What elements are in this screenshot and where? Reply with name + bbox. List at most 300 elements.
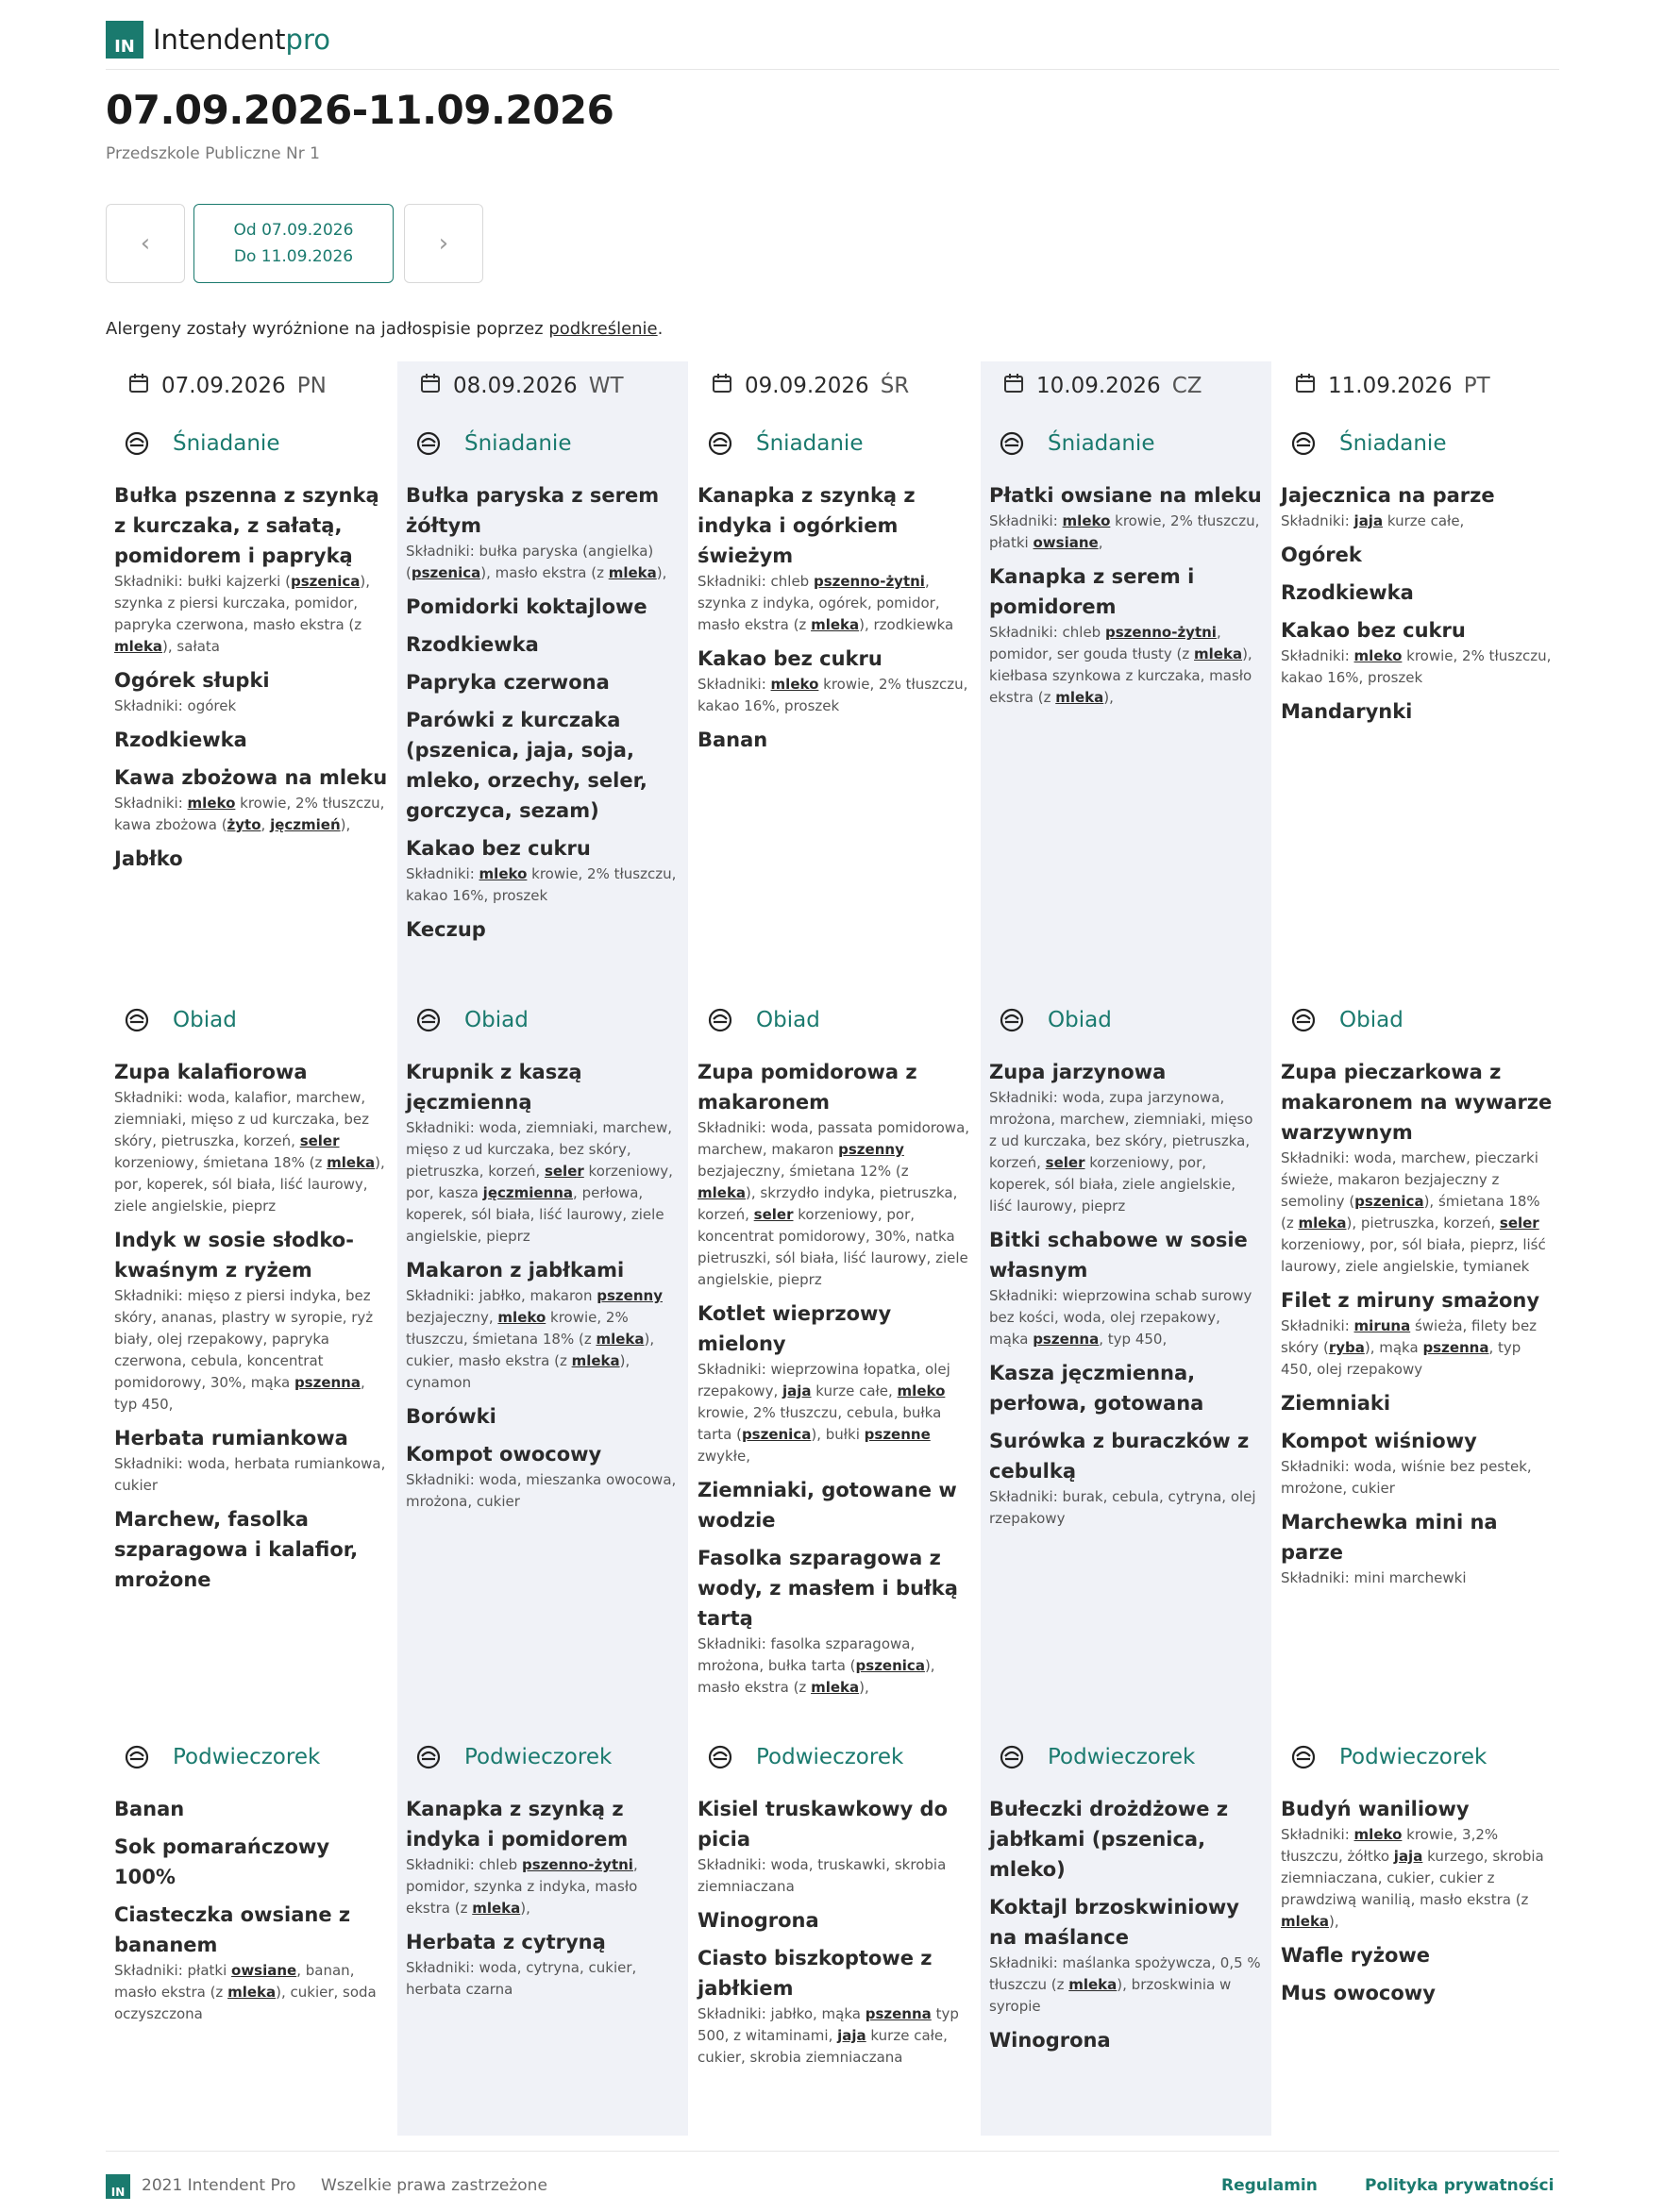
dish-item: [989, 1057, 1263, 1217]
allergen: pszenna: [865, 2005, 932, 2022]
footer-logo-mark: IN: [106, 2174, 130, 2199]
dish-item: [114, 480, 388, 658]
dish-name: Keczup: [406, 918, 486, 941]
dish-item: [114, 1504, 388, 1595]
dish-item: [114, 1900, 388, 2025]
dish-item: [114, 1832, 388, 1892]
dish-item: [406, 667, 680, 697]
calendar-icon: [419, 372, 453, 400]
allergen: mleka: [1281, 1913, 1330, 1930]
dish-name: Kisiel truskawkowy do picia: [698, 1798, 948, 1851]
allergen: mleka: [811, 616, 860, 633]
dish-item: [406, 1794, 680, 1919]
allergen: pszenno-żytni: [1104, 624, 1217, 641]
dish-item: [1281, 1794, 1555, 1933]
allergen: mleka: [608, 564, 657, 581]
dish-name: Kotlet wieprzowy mielony: [698, 1302, 892, 1355]
day-of-week: PN: [296, 374, 327, 398]
allergen: pszenna: [1422, 1339, 1489, 1356]
dish-item: [989, 1225, 1263, 1350]
meal-icon: [406, 418, 451, 469]
dish-item: [114, 762, 388, 836]
meal-header: [406, 418, 680, 469]
calendar-icon: [127, 372, 161, 400]
dish-name: Winogrona: [698, 1909, 819, 1932]
meal-icon: [1281, 995, 1326, 1046]
dish-name: Zupa jarzynowa: [989, 1061, 1167, 1083]
dish-name: Koktajl brzoskwiniowy na maślance: [989, 1896, 1239, 1949]
allergen: mleko: [497, 1309, 546, 1326]
allergen-note-end: .: [657, 319, 664, 339]
dish-item: [698, 725, 971, 755]
dish-name: Zupa pieczarkowa z makaronem na wywarze warzywnym: [1281, 1061, 1553, 1144]
allergen: mleka: [811, 1679, 860, 1696]
dish-item: [1281, 1285, 1555, 1381]
dish-name: Herbata rumiankowa: [114, 1427, 348, 1450]
meal-section: [698, 1732, 971, 2076]
dish-ingredients: Składniki: mleko krowie, 2% tłuszczu, kawa zbożowa (żyto, jęczmień),: [114, 795, 385, 833]
meal-icon: [989, 1732, 1034, 1783]
dish-item: [1281, 480, 1555, 532]
dish-name: Bułeczki drożdżowe z jabłkami (pszenica, mleko): [989, 1798, 1229, 1881]
allergen: pszenica: [1354, 1193, 1424, 1210]
meal-section: [698, 995, 971, 1706]
dish-name: Banan: [114, 1798, 185, 1820]
meal-section: [698, 418, 971, 762]
calendar-icon: [1002, 372, 1036, 400]
meal-section: [406, 995, 680, 1520]
dish-ingredients: Składniki: bułka paryska (angielka) (pszenica), masło ekstra (z mleka),: [406, 543, 667, 581]
calendar-icon: [711, 372, 745, 400]
dish-item: [989, 1794, 1263, 1885]
dish-item: [698, 1475, 971, 1535]
meal-title: Obiad: [173, 1008, 237, 1032]
dish-ingredients: Składniki: bułki kajzerki (pszenica), szynka z piersi kurczaka, pomidor, papryka czerwona, masło ekstra (z mleka), sałata: [114, 573, 371, 655]
dish-item: [1281, 578, 1555, 608]
allergen: jęczmień: [270, 816, 341, 833]
allergen: seler: [1045, 1154, 1085, 1171]
dish-ingredients: Składniki: woda, wiśnie bez pestek, mrożone, cukier: [1281, 1458, 1532, 1497]
allergen: pszenna: [294, 1374, 361, 1391]
dish-ingredients: Składniki: jaja kurze całe,: [1281, 512, 1465, 529]
dish-ingredients: Składniki: fasolka szparagowa, mrożona, bułka tarta (pszenica), masło ekstra (z mleka),: [698, 1635, 935, 1696]
dish-name: Mus owocowy: [1281, 1982, 1436, 2004]
allergen: żyto: [227, 816, 261, 833]
dish-item: [989, 561, 1263, 709]
day-header: [1281, 361, 1555, 411]
meal-section: [989, 418, 1263, 716]
meal-icon: [698, 995, 743, 1046]
dish-item: [406, 1439, 680, 1513]
dish-name: Fasolka szparagowa z wody, z masłem i bułką tartą: [698, 1547, 958, 1630]
dish-ingredients: Składniki: mleko krowie, 2% tłuszczu, kakao 16%, proszek: [698, 676, 968, 714]
day-of-week: ŚR: [880, 374, 910, 398]
dish-name: Banan: [698, 729, 768, 751]
dish-ingredients: Składniki: chleb pszenno-żytni, pomidor, ser gouda tłusty (z mleka), kiełbasa szynkowa z kurczaka, masło ekstra (z mleka),: [989, 624, 1252, 706]
meal-icon: [698, 1732, 743, 1783]
dish-name: Marchewka mini na parze: [1281, 1511, 1498, 1564]
allergen: pszenica: [855, 1657, 925, 1674]
meal-title: Śniadanie: [756, 431, 864, 456]
meal-header: [698, 1732, 971, 1783]
dish-ingredients: Składniki: jabłko, mąka pszenna typ 500, z witaminami, jaja kurze całe, cukier, skrobia ziemniaczana: [698, 2005, 959, 2066]
footer: [106, 2151, 1559, 2198]
meal-header: [1281, 995, 1555, 1046]
logo-text-suffix: pro: [285, 24, 330, 56]
dish-name: Parówki z kurczaka (pszenica, jaja, soja, mleko, orzechy, seler, gorczyca, sezam): [406, 709, 647, 822]
meal-section: [989, 995, 1263, 1537]
allergen: mleko: [770, 676, 819, 693]
meal-title: Obiad: [756, 1008, 820, 1032]
dish-name: Ziemniaki, gotowane w wodzie: [698, 1479, 957, 1532]
dish-item: [989, 1358, 1263, 1418]
dish-ingredients: Składniki: woda, passata pomidorowa, marchew, makaron pszenny bezjajeczny, śmietana 12% (z mleka), skrzydło indyka, pietruszka, korzeń, seler korzeniowy, por, koncentrat pomidorowy, 30%, natka pietruszki, sól biała, liść laurowy, ziele angielskie, pieprz: [698, 1119, 970, 1288]
dish-item: [698, 1057, 971, 1291]
dish-name: Mandarynki: [1281, 700, 1413, 723]
dish-item: [698, 1299, 971, 1467]
dish-item: [1281, 540, 1555, 570]
dish-item: [1281, 1978, 1555, 2008]
calendar-icon: [1294, 372, 1328, 400]
dish-item: [406, 833, 680, 907]
dish-ingredients: Składniki: mleko krowie, 3,2% tłuszczu, żółtko jaja kurzego, skrobia ziemniaczana, cukier, cukier z prawdziwą wanilią, masło ekstra (z mleka),: [1281, 1826, 1544, 1930]
dish-name: Kompot owocowy: [406, 1443, 602, 1466]
allergen: jaja: [1353, 512, 1384, 529]
dish-name: Herbata z cytryną: [406, 1931, 606, 1953]
allergen: owsiane: [1033, 534, 1099, 551]
dish-ingredients: Składniki: woda, zupa jarzynowa, mrożona, marchew, ziemniaki, mięso z ud kurczaka, bez skóry, pietruszka, korzeń, seler korzeniowy, por, koperek, sól biała, ziele angielskie, liść laurowy, pieprz: [989, 1089, 1253, 1215]
dish-name: Makaron z jabłkami: [406, 1259, 625, 1282]
dish-item: [1281, 1940, 1555, 1970]
dish-item: [406, 629, 680, 660]
allergen: pszenne: [864, 1426, 931, 1443]
meal-section: [1281, 1732, 1555, 2016]
dish-name: Marchew, fasolka szparagowa i kalafior, mrożone: [114, 1508, 359, 1591]
allergen: jaja: [782, 1382, 812, 1399]
dish-name: Kompot wiśniowy: [1281, 1430, 1477, 1452]
dish-ingredients: Składniki: woda, marchew, pieczarki świeże, makaron bezjajeczny z semoliny (pszenica), śmietana 18% (z mleka), pietruszka, korzeń, seler korzeniowy, por, sól biała, pieprz, liść laurowy, ziele angielskie, tymianek: [1281, 1149, 1546, 1275]
dish-ingredients: Składniki: woda, mieszanka owocowa, mrożona, cukier: [406, 1471, 677, 1510]
meal-header: [698, 995, 971, 1046]
allergen: seler: [544, 1163, 584, 1180]
allergen: mleko: [479, 865, 528, 882]
footer-copyright: 2021 Intendent Pro: [142, 2176, 296, 2195]
prev-week-button[interactable]: [106, 204, 185, 283]
meal-icon: [698, 418, 743, 469]
dish-item: [406, 705, 680, 826]
allergen-note-underlined: podkreślenie: [548, 319, 658, 339]
allergen: pszenno-żytni: [813, 573, 925, 590]
top-header: [106, 17, 1559, 70]
allergen: mleka: [698, 1184, 747, 1201]
dish-name: Ogórek: [1281, 544, 1362, 566]
meal-header: [1281, 418, 1555, 469]
dish-item: [1281, 615, 1555, 689]
day-of-week: WT: [588, 374, 624, 398]
allergen: mleka: [1055, 689, 1104, 706]
dish-item: [406, 1255, 680, 1394]
meal-icon: [989, 418, 1034, 469]
allergen: mleko: [1353, 1826, 1403, 1843]
meal-header: [114, 1732, 388, 1783]
dish-name: Ciasto biszkoptowe z jabłkiem: [698, 1947, 933, 2000]
meal-icon: [406, 995, 451, 1046]
allergen: pszenno-żytni: [521, 1856, 633, 1873]
allergen: jęczmienna: [482, 1184, 574, 1201]
allergen: mleko: [1353, 647, 1403, 664]
dish-name: Budyń waniliowy: [1281, 1798, 1470, 1820]
meal-section: [1281, 995, 1555, 1597]
dish-item: [406, 480, 680, 584]
dish-name: Ogórek słupki: [114, 669, 270, 692]
dish-item: [989, 1892, 1263, 2018]
dish-item: [989, 2025, 1263, 2055]
dish-name: Jajecznica na parze: [1281, 484, 1495, 507]
meal-section: [114, 1732, 388, 2033]
dish-name: Płatki owsiane na mleku: [989, 484, 1262, 507]
dish-item: [1281, 1426, 1555, 1500]
meal-header: [989, 995, 1263, 1046]
allergen: seler: [1499, 1215, 1539, 1232]
day-column: [397, 361, 688, 2136]
date-to: Do 11.09.2026: [233, 247, 354, 266]
meal-icon: [1281, 418, 1326, 469]
dish-name: Borówki: [406, 1405, 496, 1428]
dish-name: Jabłko: [114, 847, 183, 870]
day-date: 08.09.2026: [453, 374, 578, 398]
dish-ingredients: Składniki: chleb pszenno-żytni, szynka z indyka, ogórek, pomidor, masło ekstra (z mleka), rzodkiewka: [698, 573, 954, 633]
dish-item: [406, 1927, 680, 2001]
meal-icon: [114, 418, 160, 469]
dish-name: Bułka pszenna z szynką z kurczaka, z sałatą, pomidorem i papryką: [114, 484, 379, 567]
date-from: Od 07.09.2026: [233, 221, 354, 240]
meal-title: Obiad: [1339, 1008, 1403, 1032]
dish-name: Papryka czerwona: [406, 671, 610, 694]
day-header: [114, 361, 388, 411]
dish-ingredients: Składniki: ogórek: [114, 697, 237, 714]
dish-ingredients: Składniki: mięso z piersi indyka, bez skóry, ananas, plastry w syropie, ryż biały, olej rzepakowy, papryka czerwona, cebula, koncentrat pomidorowy, 30%, mąka pszenna, typ 450,: [114, 1287, 374, 1413]
dish-item: [406, 914, 680, 945]
dish-name: Rzodkiewka: [114, 729, 247, 751]
allergen: mleko: [1062, 512, 1111, 529]
dish-ingredients: Składniki: woda, cytryna, cukier, herbata czarna: [406, 1959, 637, 1998]
brand-logo[interactable]: [106, 21, 330, 59]
meal-title: Podwieczorek: [1339, 1745, 1488, 1769]
terms-link[interactable]: Regulamin: [1221, 2176, 1318, 2195]
day-header: [406, 361, 680, 411]
dish-name: Rzodkiewka: [406, 633, 539, 656]
allergen-note-text: Alergeny zostały wyróżnione na jadłospisie poprzez: [106, 319, 549, 339]
dish-item: [114, 1057, 388, 1217]
meal-section: [114, 418, 388, 881]
dish-ingredients: Składniki: płatki owsiane, banan, masło ekstra (z mleka), cukier, soda oczyszczona: [114, 1962, 377, 2022]
dish-ingredients: Składniki: mleko krowie, 2% tłuszczu, kakao 16%, proszek: [406, 865, 677, 904]
dish-ingredients: Składniki: jabłko, makaron pszenny bezjajeczny, mleko krowie, 2% tłuszczu, śmietana 18% (z mleka), cukier, masło ekstra (z mleka), cynamon: [406, 1287, 663, 1391]
dish-ingredients: Składniki: woda, kalafior, marchew, ziemniaki, mięso z ud kurczaka, bez skóry, pietruszka, korzeń, seler korzeniowy, śmietana 18% (z mleka), por, koperek, sól biała, liść laurowy, ziele angielskie, pieprz: [114, 1089, 385, 1215]
day-of-week: CZ: [1171, 374, 1202, 398]
meal-header: [114, 995, 388, 1046]
allergen: mleka: [227, 1984, 277, 2001]
dish-item: [698, 1794, 971, 1898]
dish-item: [698, 644, 971, 717]
allergen: mleka: [1298, 1215, 1347, 1232]
meal-header: [989, 418, 1263, 469]
allergen: pszenica: [411, 564, 481, 581]
dish-name: Kakao bez cukru: [698, 647, 882, 670]
allergen: jaja: [837, 2027, 866, 2044]
allergen: mleka: [596, 1331, 645, 1348]
dish-ingredients: Składniki: woda, ziemniaki, marchew, mięso z ud kurczaka, bez skóry, pietruszka, korzeń, seler korzeniowy, por, kasza jęczmienna, perłowa, koperek, sól biała, liść laurowy, ziele angielskie, pieprz: [406, 1119, 673, 1245]
meal-header: [1281, 1732, 1555, 1783]
dish-name: Sok pomarańczowy 100%: [114, 1835, 330, 1888]
privacy-link[interactable]: Polityka prywatności: [1365, 2176, 1555, 2195]
dish-item: [698, 1543, 971, 1699]
meal-icon: [1281, 1732, 1326, 1783]
meal-section: [1281, 418, 1555, 734]
meal-header: [114, 418, 388, 469]
dish-item: [114, 844, 388, 874]
allergen: mleka: [571, 1352, 620, 1369]
dish-item: [1281, 1388, 1555, 1418]
dish-item: [114, 1225, 388, 1416]
logo-mark: IN: [106, 21, 143, 59]
dish-name: Zupa pomidorowa z makaronem: [698, 1061, 917, 1114]
dish-name: Indyk w sosie słodko-kwaśnym z ryżem: [114, 1229, 354, 1282]
meal-header: [406, 995, 680, 1046]
meal-icon: [406, 1732, 451, 1783]
page-title: 07.09.2026-11.09.2026: [106, 87, 614, 133]
dish-name: Surówka z buraczków z cebulką: [989, 1430, 1250, 1483]
date-range-button[interactable]: [193, 204, 394, 283]
meal-section: [406, 1732, 680, 2008]
day-date: 10.09.2026: [1036, 374, 1161, 398]
dish-ingredients: Składniki: maślanka spożywcza, 0,5 % tłuszczu (z mleka), brzoskwinia w syropie: [989, 1954, 1261, 2015]
dish-ingredients: Składniki: mleko krowie, 2% tłuszczu, płatki owsiane,: [989, 512, 1260, 551]
meal-title: Obiad: [464, 1008, 529, 1032]
meal-section: [114, 995, 388, 1602]
allergen: seler: [299, 1132, 340, 1149]
dish-name: Krupnik z kaszą jęczmienną: [406, 1061, 582, 1114]
meal-title: Podwieczorek: [173, 1745, 321, 1769]
meal-title: Śniadanie: [464, 431, 572, 456]
allergen: mleka: [1194, 645, 1243, 662]
meal-icon: [114, 1732, 160, 1783]
dish-item: [406, 1401, 680, 1432]
dish-name: Kanapka z szynką z indyka i pomidorem: [406, 1798, 629, 1851]
dish-name: Filet z miruny smażony: [1281, 1289, 1540, 1312]
meal-title: Śniadanie: [1048, 431, 1155, 456]
day-header: [989, 361, 1263, 411]
dish-item: [114, 1794, 388, 1824]
day-column: [689, 361, 980, 2136]
meal-icon: [114, 995, 160, 1046]
allergen: miruna: [1353, 1317, 1411, 1334]
allergen: mleka: [114, 638, 163, 655]
dish-ingredients: Składniki: woda, herbata rumiankowa, cukier: [114, 1455, 386, 1494]
meal-title: Podwieczorek: [464, 1745, 613, 1769]
day-header: [698, 361, 971, 411]
dish-item: [698, 1905, 971, 1936]
allergen: jaja: [1393, 1848, 1423, 1865]
meal-icon: [989, 995, 1034, 1046]
dish-ingredients: Składniki: miruna świeża, filety bez skóry (ryba), mąka pszenna, typ 450, olej rzepakowy: [1281, 1317, 1538, 1378]
footer-rights: Wszelkie prawa zastrzeżone: [321, 2176, 547, 2195]
allergen: mleka: [1068, 1976, 1118, 1993]
dish-item: [1281, 1507, 1555, 1589]
logo-text: [153, 24, 330, 56]
next-week-button[interactable]: [404, 204, 483, 283]
day-of-week: PT: [1463, 374, 1490, 398]
allergen: pszenny: [597, 1287, 663, 1304]
meal-title: Śniadanie: [1339, 431, 1447, 456]
meal-section: [406, 418, 680, 952]
dish-name: Rzodkiewka: [1281, 581, 1414, 604]
meal-title: Podwieczorek: [756, 1745, 904, 1769]
dish-name: Kasza jęczmienna, perłowa, gotowana: [989, 1362, 1204, 1415]
dish-item: [698, 1943, 971, 2069]
dish-name: Kanapka z szynką z indyka i ogórkiem świeżym: [698, 484, 916, 567]
dish-item: [1281, 696, 1555, 727]
allergen: pszenna: [1033, 1331, 1100, 1348]
day-date: 07.09.2026: [161, 374, 286, 398]
allergen: pszenny: [838, 1141, 904, 1158]
dish-ingredients: Składniki: woda, truskawki, skrobia ziemniaczana: [698, 1856, 947, 1895]
allergen: pszenica: [290, 573, 361, 590]
dish-name: Ziemniaki: [1281, 1392, 1391, 1415]
dish-name: Kakao bez cukru: [1281, 619, 1466, 642]
allergen: owsiane: [231, 1962, 297, 1979]
chevron-right-icon: ›: [438, 229, 449, 258]
meal-title: Śniadanie: [173, 431, 280, 456]
chevron-left-icon: ‹: [140, 229, 151, 258]
meal-section: [989, 1732, 1263, 2063]
logo-text-main: Intendent: [153, 24, 286, 56]
day-column: [981, 361, 1271, 2136]
meal-header: [989, 1732, 1263, 1783]
allergen-note: [106, 319, 663, 339]
day-column: [1272, 361, 1563, 2136]
dish-name: Ciasteczka owsiane z bananem: [114, 1903, 351, 1956]
day-column: [106, 361, 396, 2136]
dish-ingredients: Składniki: chleb pszenno-żytni, pomidor, szynka z indyka, masło ekstra (z mleka),: [406, 1856, 638, 1917]
dish-item: [114, 665, 388, 717]
day-date: 11.09.2026: [1328, 374, 1453, 398]
dish-name: Kawa zbożowa na mleku: [114, 766, 388, 789]
dish-name: Winogrona: [989, 2029, 1111, 2052]
dish-item: [1281, 1057, 1555, 1278]
allergen: pszenica: [741, 1426, 812, 1443]
meal-title: Obiad: [1048, 1008, 1112, 1032]
dish-item: [989, 480, 1263, 554]
dish-ingredients: Składniki: wieprzowina schab surowy bez kości, woda, olej rzepakowy, mąka pszenna, typ 450,: [989, 1287, 1252, 1348]
dish-item: [406, 1057, 680, 1248]
dish-name: Pomidorki koktajlowe: [406, 595, 647, 618]
dish-name: Wafle ryżowe: [1281, 1944, 1431, 1967]
dish-ingredients: Składniki: mini marchewki: [1281, 1569, 1467, 1586]
dish-item: [698, 480, 971, 636]
allergen: mleko: [897, 1382, 946, 1399]
dish-ingredients: Składniki: burak, cebula, cytryna, olej rzepakowy: [989, 1488, 1256, 1527]
dish-item: [406, 592, 680, 622]
dish-name: Kakao bez cukru: [406, 837, 591, 860]
meal-header: [698, 418, 971, 469]
dish-item: [989, 1426, 1263, 1530]
allergen: ryba: [1328, 1339, 1365, 1356]
allergen: mleko: [187, 795, 236, 812]
meal-header: [406, 1732, 680, 1783]
allergen: mleka: [472, 1900, 521, 1917]
school-name: Przedszkole Publiczne Nr 1: [106, 144, 320, 163]
